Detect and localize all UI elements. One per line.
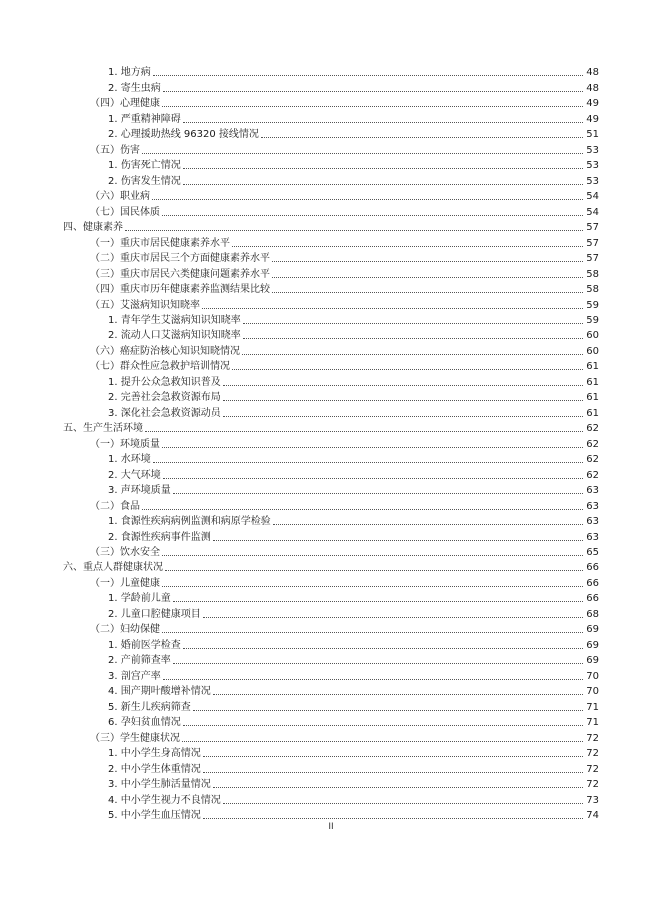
toc-entry[interactable]	[63, 296, 599, 311]
toc-entry[interactable]	[63, 373, 599, 388]
toc-entry-page-number: 68	[586, 608, 599, 620]
toc-entry-label: （四）心理健康	[90, 98, 160, 110]
dot-leader	[223, 802, 583, 804]
toc-entry-page-number: 66	[586, 577, 599, 589]
toc-entry-page-number: 65	[586, 547, 599, 558]
toc-entry[interactable]	[63, 342, 599, 357]
dot-leader	[182, 740, 583, 742]
toc-entry-page-number: 72	[586, 763, 599, 775]
toc-entry-label: （五）艾滋病知识知晓率	[90, 299, 200, 311]
toc-entry-label: （四）重庆市历年健康素养监测结果比较	[90, 284, 270, 296]
toc-entry[interactable]	[63, 528, 599, 543]
toc-entry[interactable]	[63, 265, 599, 280]
toc-entry[interactable]	[63, 807, 599, 822]
toc-entry[interactable]	[63, 652, 599, 667]
toc-entry-label: 3. 剖宫产率	[108, 670, 161, 682]
toc-entry-label: 2. 儿童口腔健康项目	[108, 608, 201, 620]
toc-entry-label: （一）重庆市居民健康素养水平	[90, 237, 230, 249]
toc-entry-page-number: 54	[586, 191, 599, 203]
dot-leader	[202, 307, 583, 309]
toc-entry[interactable]	[63, 188, 599, 203]
dot-leader	[243, 322, 583, 324]
toc-entry-label: 3. 声环境质量	[108, 485, 171, 497]
dot-leader	[183, 183, 583, 185]
toc-entry-page-number: 62	[586, 454, 599, 466]
toc-entry[interactable]	[63, 776, 599, 791]
toc-entry-label: 1. 中小学生身高情况	[108, 748, 201, 760]
toc-entry-label: 1. 食源性疾病病例监测和病原学检验	[108, 516, 271, 528]
toc-entry-label: （六）癌症防治核心知识知晓情况	[90, 345, 240, 357]
toc-entry-page-number: 62	[586, 423, 599, 435]
table-of-contents	[63, 64, 599, 822]
toc-entry-label: 四、健康素养	[63, 222, 123, 234]
dot-leader	[163, 90, 583, 92]
toc-entry-page-number: 72	[586, 748, 599, 760]
toc-entry-label: 2. 伤害发生情况	[108, 175, 181, 187]
toc-entry-page-number: 66	[586, 593, 599, 605]
toc-entry-page-number: 48	[586, 82, 599, 94]
toc-entry-label: 1. 婚前医学检查	[108, 639, 181, 651]
dot-leader	[142, 152, 583, 154]
toc-entry-page-number: 54	[586, 206, 599, 218]
toc-entry-page-number: 62	[586, 438, 599, 450]
toc-entry-page-number: 66	[586, 562, 599, 574]
toc-entry[interactable]	[63, 110, 599, 125]
dot-leader	[273, 523, 583, 525]
dot-leader	[163, 477, 583, 479]
toc-entry-page-number: 53	[586, 175, 599, 187]
dot-leader	[203, 771, 583, 773]
toc-entry-label: 3. 中小学生肺活量情况	[108, 779, 211, 791]
toc-entry-page-number: 62	[586, 469, 599, 481]
toc-entry-page-number: 57	[586, 253, 599, 265]
toc-entry-label: 3. 深化社会急救资源动员	[108, 407, 221, 419]
toc-entry-page-number: 61	[586, 392, 599, 404]
toc-entry-page-number: 51	[586, 129, 599, 141]
toc-entry-page-number: 63	[586, 531, 599, 543]
toc-entry-page-number: 73	[586, 794, 599, 806]
toc-entry[interactable]	[63, 621, 599, 636]
toc-entry-page-number: 58	[586, 268, 599, 280]
dot-leader	[142, 508, 583, 510]
toc-entry[interactable]	[63, 141, 599, 156]
toc-entry[interactable]	[63, 544, 599, 559]
toc-entry-label: 4. 围产期叶酸增补情况	[108, 686, 211, 698]
toc-entry[interactable]	[63, 605, 599, 620]
toc-entry-label: 5. 中小学生血压情况	[108, 809, 201, 821]
toc-entry-label: （一）儿童健康	[90, 577, 160, 589]
toc-entry[interactable]	[63, 157, 599, 172]
toc-entry-page-number: 61	[586, 361, 599, 373]
toc-entry[interactable]	[63, 482, 599, 497]
dot-leader	[272, 260, 583, 262]
toc-entry-page-number: 57	[586, 237, 599, 249]
toc-entry-label: （二）重庆市居民三个方面健康素养水平	[90, 253, 270, 265]
toc-entry[interactable]	[63, 203, 599, 218]
toc-entry[interactable]	[63, 667, 599, 682]
dot-leader	[242, 353, 583, 355]
toc-entry[interactable]	[63, 466, 599, 481]
toc-entry-page-number: 63	[586, 485, 599, 497]
toc-entry[interactable]	[63, 234, 599, 249]
toc-entry-label: 2. 中小学生体重情况	[108, 763, 201, 775]
toc-entry-label: 1. 严重精神障碍	[108, 113, 181, 125]
toc-entry[interactable]	[63, 714, 599, 729]
dot-leader	[261, 136, 583, 138]
toc-entry-page-number: 60	[586, 330, 599, 342]
dot-leader	[183, 647, 583, 649]
dot-leader	[203, 616, 583, 618]
toc-entry-page-number: 71	[586, 701, 599, 713]
toc-entry[interactable]	[63, 281, 599, 296]
toc-entry-page-number: 71	[586, 717, 599, 729]
toc-entry-label: 5. 新生儿疾病筛查	[108, 701, 191, 713]
toc-entry-label: （三）重庆市居民六类健康问题素养水平	[90, 268, 270, 280]
toc-entry[interactable]	[63, 250, 599, 265]
toc-entry-page-number: 70	[586, 686, 599, 698]
dot-leader	[223, 415, 583, 417]
toc-entry-page-number: 69	[586, 655, 599, 667]
toc-entry-page-number: 61	[586, 376, 599, 388]
toc-entry-label: 1. 伤害死亡情况	[108, 160, 181, 172]
toc-entry-label: 六、重点人群健康状况	[63, 562, 163, 574]
toc-entry-label: 1. 学龄前儿童	[108, 593, 171, 605]
dot-leader	[145, 430, 583, 432]
toc-entry-page-number: 69	[586, 624, 599, 636]
toc-entry-label: （二）妇幼保健	[90, 624, 160, 636]
toc-entry[interactable]	[63, 729, 599, 744]
toc-entry-label: 2. 大气环境	[108, 469, 161, 481]
toc-entry-page-number: 59	[586, 314, 599, 326]
toc-entry-label: 1. 水环境	[108, 454, 151, 466]
dot-leader	[162, 214, 583, 216]
toc-entry[interactable]	[63, 451, 599, 466]
toc-entry[interactable]	[63, 636, 599, 651]
toc-entry[interactable]	[63, 219, 599, 234]
toc-entry[interactable]	[63, 312, 599, 327]
dot-leader	[223, 384, 583, 386]
dot-leader	[243, 337, 583, 339]
dot-leader	[165, 569, 583, 571]
toc-entry[interactable]	[63, 683, 599, 698]
toc-entry[interactable]	[63, 79, 599, 94]
toc-entry[interactable]	[63, 791, 599, 806]
toc-entry-page-number: 72	[586, 732, 599, 744]
toc-entry[interactable]	[63, 559, 599, 574]
toc-entry-label: （七）群众性应急救护培训情况	[90, 361, 230, 373]
dot-leader	[153, 461, 583, 463]
toc-entry-page-number: 70	[586, 670, 599, 682]
toc-entry-label: 6. 孕妇贫血情况	[108, 717, 181, 729]
dot-leader	[162, 446, 583, 448]
toc-entry-page-number: 57	[586, 222, 599, 234]
toc-entry-label: （三）饮水安全	[90, 547, 160, 558]
toc-entry-label: 1. 提升公众急救知识普及	[108, 376, 221, 388]
dot-leader	[213, 693, 583, 695]
toc-entry-label: 2. 流动人口艾滋病知识知晓率	[108, 330, 241, 342]
toc-entry-page-number: 53	[586, 144, 599, 156]
toc-entry-label: （五）伤害	[90, 144, 140, 156]
toc-entry-label: 五、生产生活环境	[63, 423, 143, 435]
dot-leader	[152, 198, 583, 200]
toc-entry-label: （七）国民体质	[90, 206, 160, 218]
dot-leader	[162, 105, 583, 107]
dot-leader	[153, 74, 583, 76]
toc-entry-label: 2. 完善社会急救资源布局	[108, 392, 221, 404]
toc-entry-page-number: 58	[586, 284, 599, 296]
toc-entry-page-number: 48	[586, 67, 599, 79]
toc-entry[interactable]	[63, 389, 599, 404]
dot-leader	[213, 786, 583, 788]
toc-entry-page-number: 61	[586, 407, 599, 419]
dot-leader	[173, 600, 583, 602]
toc-entry[interactable]	[63, 327, 599, 342]
dot-leader	[232, 368, 583, 370]
toc-entry[interactable]	[63, 497, 599, 512]
toc-entry-page-number: 49	[586, 113, 599, 125]
toc-entry[interactable]	[63, 358, 599, 373]
toc-entry-label: 2. 寄生虫病	[108, 82, 161, 94]
dot-leader	[183, 167, 583, 169]
dot-leader	[193, 709, 583, 711]
toc-entry-label: 1. 地方病	[108, 67, 151, 79]
toc-entry-page-number: 49	[586, 98, 599, 110]
toc-entry[interactable]	[63, 404, 599, 419]
toc-entry-page-number: 59	[586, 299, 599, 311]
toc-entry[interactable]	[63, 760, 599, 775]
toc-entry-page-number: 60	[586, 345, 599, 357]
toc-entry[interactable]	[63, 745, 599, 760]
dot-leader	[162, 554, 583, 556]
toc-entry-label: （六）职业病	[90, 191, 150, 203]
toc-entry[interactable]	[63, 574, 599, 589]
toc-entry-label: （二）食品	[90, 500, 140, 512]
toc-entry[interactable]	[63, 590, 599, 605]
toc-entry-label: 2. 产前筛查率	[108, 655, 171, 667]
dot-leader	[203, 755, 583, 757]
dot-leader	[272, 276, 583, 278]
dot-leader	[232, 245, 583, 247]
dot-leader	[183, 724, 583, 726]
dot-leader	[173, 662, 583, 664]
dot-leader	[203, 817, 583, 819]
toc-entry[interactable]	[63, 435, 599, 450]
dot-leader	[213, 539, 583, 541]
toc-entry-page-number: 74	[586, 809, 599, 821]
toc-entry-label: 1. 青年学生艾滋病知识知晓率	[108, 314, 241, 326]
toc-entry[interactable]	[63, 95, 599, 110]
toc-entry-label: （三）学生健康状况	[90, 732, 180, 744]
toc-entry-page-number: 72	[586, 779, 599, 791]
toc-entry-label: 2. 食源性疾病事件监测	[108, 531, 211, 543]
dot-leader	[223, 399, 583, 401]
toc-entry[interactable]	[63, 698, 599, 713]
toc-entry[interactable]	[63, 420, 599, 435]
page-footer-number: II	[328, 822, 334, 832]
toc-entry-page-number: 53	[586, 160, 599, 172]
toc-entry-label: 4. 中小学生视力不良情况	[108, 794, 221, 806]
toc-entry[interactable]	[63, 126, 599, 141]
dot-leader	[162, 631, 583, 633]
toc-entry[interactable]	[63, 513, 599, 528]
dot-leader	[162, 585, 583, 587]
dot-leader	[183, 121, 583, 123]
toc-entry-page-number: 69	[586, 639, 599, 651]
toc-entry-label: （一）环境质量	[90, 438, 160, 450]
toc-entry[interactable]	[63, 172, 599, 187]
dot-leader	[173, 492, 583, 494]
toc-entry-page-number: 63	[586, 500, 599, 512]
dot-leader	[163, 678, 583, 680]
toc-entry-page-number: 63	[586, 516, 599, 528]
toc-entry[interactable]	[63, 64, 599, 79]
dot-leader	[125, 229, 583, 231]
dot-leader	[272, 291, 583, 293]
toc-entry-label: 2. 心理援助热线 96320 接线情况	[108, 129, 259, 141]
